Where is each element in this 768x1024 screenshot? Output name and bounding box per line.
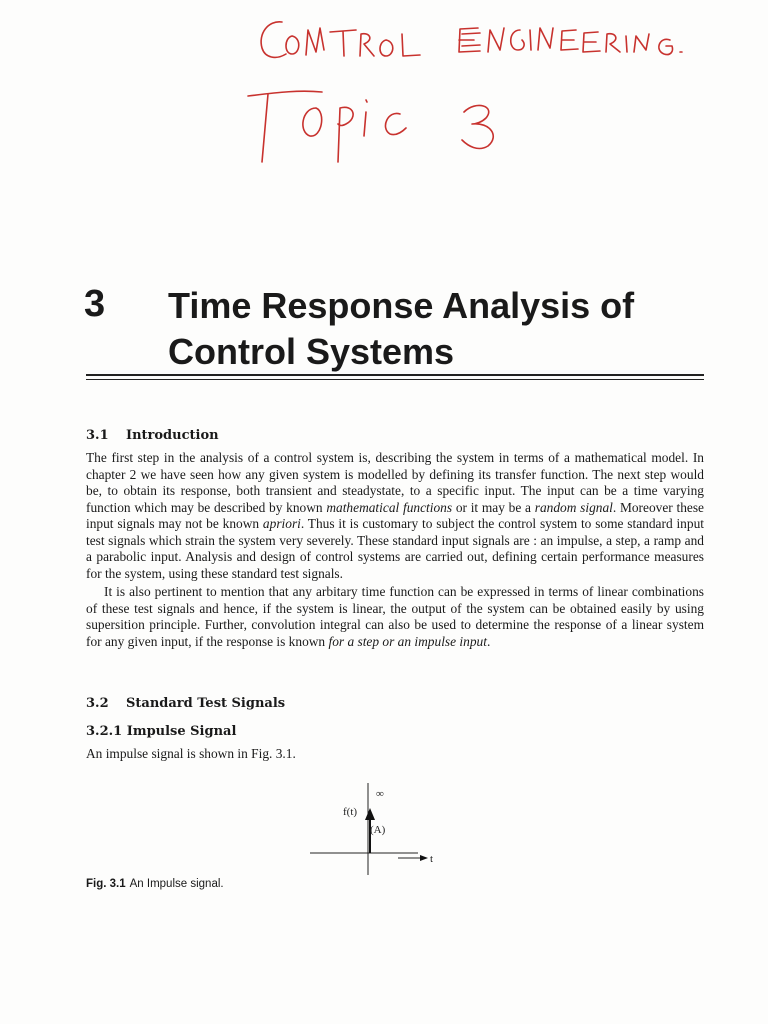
figure-caption-text: An Impulse signal.: [129, 878, 224, 890]
section-title: Introduction: [126, 428, 219, 443]
section-number: 3.1: [86, 428, 109, 443]
impulse-figure: [300, 775, 460, 885]
chapter-number: 3: [84, 283, 106, 325]
paragraph-2: It is also pertinent to mention that any arbitary time function can be expressed in terms of linear combinations of these test signals and hence, if the system is linear, the output of the system can be obtained easily by using supersition principle. Further, convolution integral can also be used to determine the response of a linear system for any given input, if the response is known for a step or an impulse input.: [86, 584, 704, 649]
subsection-number: 3.2.1: [86, 724, 123, 739]
section-3-2-1-heading: [86, 724, 236, 739]
y-axis-label: f(t): [343, 806, 358, 818]
handwritten-note: [0, 0, 768, 200]
section-number: 3.2: [86, 696, 109, 711]
time-arrowhead: [420, 855, 428, 861]
section-3-2-1-text: An impulse signal is shown in Fig. 3.1.: [86, 746, 296, 761]
figure-caption: [86, 878, 224, 890]
title-rule-thick: [86, 374, 704, 376]
section-title: Standard Test Signals: [126, 696, 286, 711]
infinity-label: ∞: [376, 788, 384, 800]
title-rule-thin: [86, 379, 704, 380]
subsection-title: Impulse Signal: [126, 724, 237, 739]
x-axis-label: t: [430, 853, 434, 865]
amplitude-label: (A): [370, 824, 386, 836]
section-3-1-body: [86, 450, 704, 650]
paragraph-1: The first step in the analysis of a control system is, describing the system in terms of a mathematical model. In chapter 2 we have seen how any given system is modelled by defining its transfer function. The next step would be, to obtain its response, both transient and steadystate, to a specific input. The input can be a time varying function which may be described by known mathematical functions or it may be a random signal. Moreover these input signals may not be known apriori. Thus it is customary to subject the control system to some standard input test signals which strain the system very severely. These standard input signals are : an impulse, a step, a ramp and a parabolic input. Analysis and design of control systems are carried out, defining certain performance measures for the system, using these standard test signals.: [86, 450, 705, 581]
chapter-title-line2: Control Systems: [168, 331, 455, 372]
chapter-title: [168, 283, 728, 375]
impulse-arrowhead: [365, 808, 375, 820]
section-3-1-heading: [86, 428, 219, 443]
section-3-2-heading: [86, 696, 285, 711]
figure-caption-label: Fig. 3.1: [86, 878, 126, 890]
chapter-title-line1: Time Response Analysis of: [168, 285, 635, 326]
